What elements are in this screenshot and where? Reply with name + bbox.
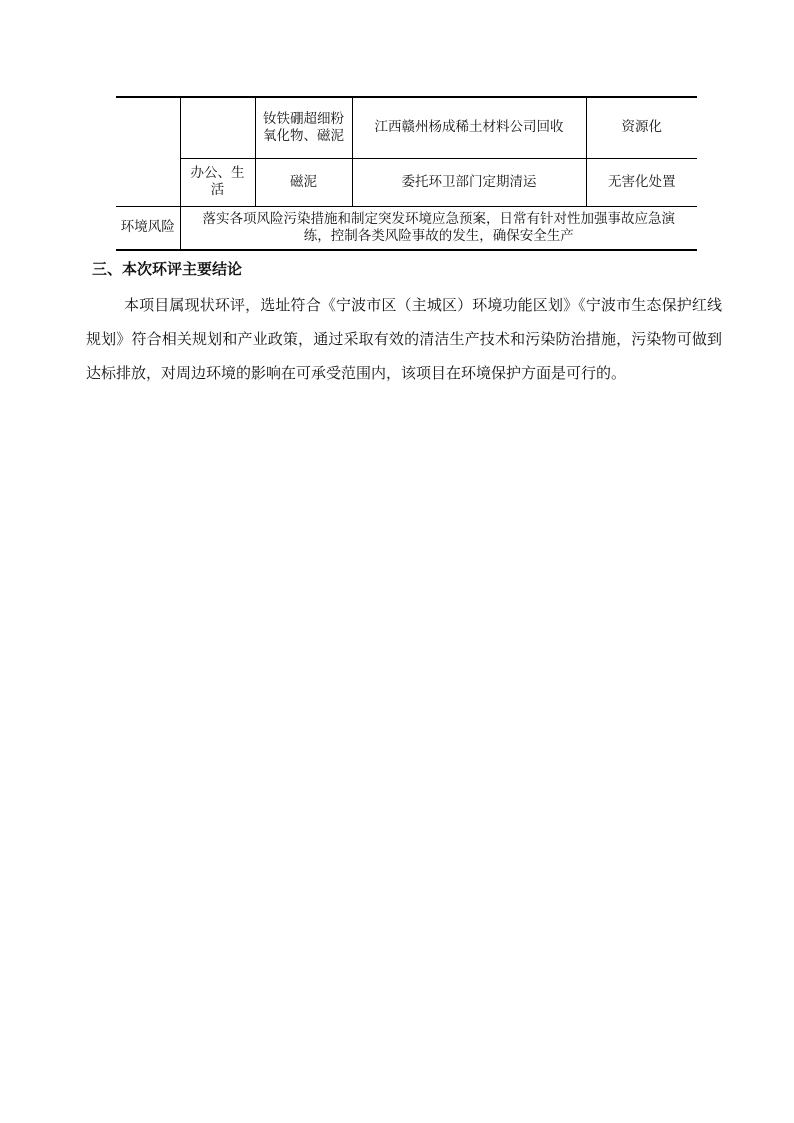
- table-cell-pollutant: 磁泥: [255, 158, 352, 206]
- table-cell-result: 无害化处置: [586, 158, 697, 206]
- solid-waste-table: [116, 96, 697, 251]
- table-cell-pollutant: 钕铁硼超细粉氧化物、磁泥: [255, 97, 352, 158]
- risk-label-cell: 环境风险: [116, 206, 180, 250]
- table-cell-category: [116, 97, 180, 206]
- risk-text-cell: 落实各项风险污染措施和制定突发环境应急预案，日常有针对性加强事故应急演练，控制各类风险事故的发生，确保安全生产: [180, 206, 697, 250]
- section-heading: 三、本次环评主要结论: [92, 260, 243, 278]
- table-cell-measure: 江西赣州杨成稀土材料公司回收: [352, 97, 586, 158]
- table-cell-source: 办公、生活: [180, 158, 255, 206]
- table-cell-result: 资源化: [586, 97, 697, 158]
- table-cell-source: [180, 97, 255, 158]
- table-row: [116, 158, 697, 206]
- table-row-risk: [116, 206, 697, 250]
- table-cell-measure: 委托环卫部门定期清运: [352, 158, 586, 206]
- table-row: [116, 97, 697, 158]
- conclusion-paragraph: 本项目属现状环评，选址符合《宁波市区（主城区）环境功能区划》《宁波市生态保护红线规划》符合相关规划和产业政策，通过采取有效的清洁生产技术和污染防治措施，污染物可做到达标排放，对周边环境的影响在可承受范围内，该项目在环境保护方面是可行的。: [86, 296, 722, 382]
